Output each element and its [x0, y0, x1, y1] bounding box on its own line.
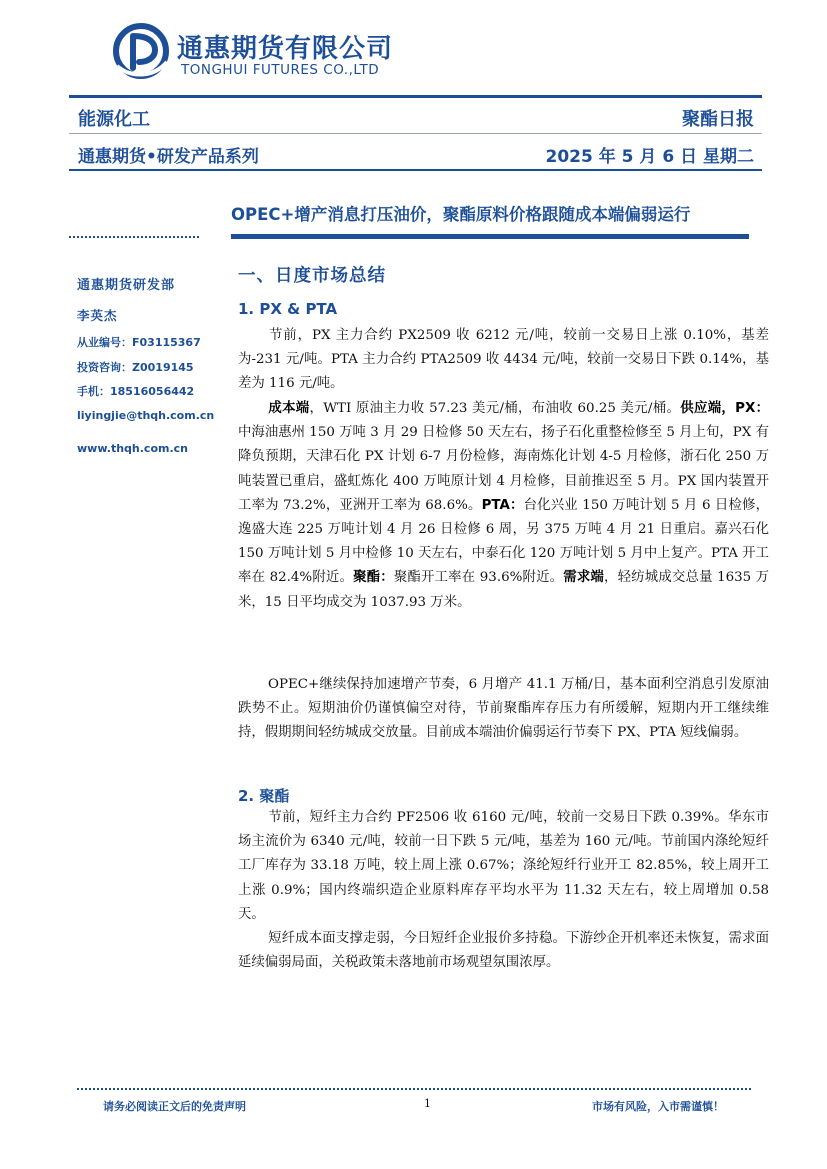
report-type: 聚酯日报: [682, 109, 754, 130]
logo-company-name: 通惠期货有限公司: [177, 34, 394, 64]
supply-text: 中海油惠州 150 万吨 3 月 29 日检修 50 天左右，扬子石化重整检修至 5 月上旬，PX 有降负预期，天津石化 PX 计划 6-7 月份检修，海南炼化计划 4-5 月检修，浙石化 250 万吨装置已重启，盛虹炼化 400 万吨原计划 4 月检修，目前推迟至 5 月。PX 国内装置开工率为 73.2%，亚洲开工率为 68.6%。: [238, 425, 769, 513]
demand-text: ，轻纺城成交总量 1635 万米，15 日平均成交为 1037.93 万米。: [238, 570, 770, 610]
risk-warning: 市场有风险，入市需谨慎！: [592, 1100, 724, 1113]
phone-line: [77, 383, 194, 399]
phone-label: 手机：: [77, 385, 110, 398]
polyester-label: 聚酯：: [353, 570, 394, 586]
license-number: F03115367: [132, 336, 201, 349]
header-row-series: [69, 135, 762, 171]
fundamentals-paragraph: [238, 397, 769, 615]
cost-text: ，WTI 原油主力收 57.23 美元/桶，布油收 60.25 美元/桶。: [309, 401, 681, 416]
px-pta-price-paragraph: [238, 324, 769, 397]
polyester-price-paragraph: [238, 806, 769, 927]
polyester-price-text: 节前，短纤主力合约 PF2506 收 6160 元/吨，较前一交易日下跌 0.39%。华东市场主流价为 6340 元/吨，较前一日下跌 5 元/吨，基差为 160 元/吨。节前国内涤纶短纤工厂库存为 33.18 万吨，较上周上涨 0.67%；涤纶短纤行业开工 82.85%，较上周开工上涨 0.9%；国内终端织造企业原料库存平均水平为 11.32 天左右，较上周增加 0.58 天。: [238, 810, 769, 922]
px-pta-outlook-text: OPEC+继续保持加速增产节奏，6 月增产 41.1 万桶/日，基本面利空消息引发原油跌势不止。短期油价仍谨慎偏空对待，节前聚酯库存压力有所缓解，短期内开工继续维持，假期期间轻纺城成交放量。目前成本端油价偏弱运行节奏下 PX、PTA 短线偏弱。: [238, 677, 769, 741]
tonghui-logo-icon: [113, 22, 169, 80]
pta-text: 台化兴业 150 万吨计划 5 月 6 日检修，逸盛大连 225 万吨计划 4 月 26 日检修 6 周，另 375 万吨 4 月 21 日重启。嘉兴石化 150 万吨计划 5 月中检修 10 天左右，中泰石化 120 万吨计划 5 月中上复产。PTA 开工率在 82.4%附近。: [238, 497, 770, 586]
headline-underline: [231, 234, 749, 239]
license-line: [77, 334, 201, 350]
polyester-outlook-paragraph: [238, 927, 769, 975]
demand-label: 需求端: [563, 570, 605, 586]
subsection-polyester: 2. 聚酯: [238, 787, 290, 805]
disclaimer-link[interactable]: 请务必阅读正文后的免责声明: [103, 1100, 246, 1113]
supply-label: 供应端，PX：: [680, 401, 770, 416]
sidebar-divider: [69, 236, 199, 238]
subsection-px-pta: 1. PX & PTA: [238, 300, 338, 318]
category-label: 能源化工: [78, 109, 150, 130]
phone-number: 18516056442: [110, 385, 195, 398]
footer-rule: [77, 1088, 751, 1090]
license-label: 从业编号：: [77, 336, 132, 349]
px-pta-outlook-paragraph: [238, 673, 769, 746]
polyester-outlook-text: 短纤成本面支撑走弱，今日短纤企业报价多持稳。下游纱企开机率还未恢复，需求面延续偏弱局面，关税政策未落地前市场观望氛围浓厚。: [238, 931, 769, 971]
cost-label: 成本端: [268, 401, 310, 416]
page-number: 1: [424, 1097, 431, 1110]
logo-company-english: TONGHUI FUTURES CO.,LTD: [181, 62, 380, 78]
email-link[interactable]: liyingjie@thqh.com.cn: [77, 409, 215, 422]
series-label: 通惠期货•研发产品系列: [78, 147, 259, 167]
header-row-category: [69, 100, 762, 134]
header-top-rule: [69, 95, 762, 98]
consult-number: Z0019145: [132, 361, 194, 374]
polyester-text: 聚酯开工率在 93.6%附近。: [393, 570, 564, 586]
analyst-name: 李英杰: [77, 308, 118, 323]
pta-label: PTA：: [481, 497, 524, 513]
company-logo: [113, 22, 413, 84]
consult-line: [77, 359, 194, 375]
report-date: 2025 年 5 月 6 日 星期二: [545, 147, 754, 167]
section-title: 一、日度市场总结: [238, 266, 386, 286]
px-pta-price-text: 节前，PX 主力合约 PX2509 收 6212 元/吨，较前一交易日上涨 0.10%，基差为-231 元/吨。PTA 主力合约 PTA2509 收 4434 元/吨，较前一交易日下跌 0.14%，基差为 116 元/吨。: [238, 328, 769, 392]
research-dept: 通惠期货研发部: [77, 278, 176, 293]
consult-label: 投资咨询：: [77, 361, 132, 374]
website-link[interactable]: www.thqh.com.cn: [77, 442, 189, 455]
headline: OPEC+增产消息打压油价，聚酯原料价格跟随成本端偏弱运行: [231, 205, 691, 224]
